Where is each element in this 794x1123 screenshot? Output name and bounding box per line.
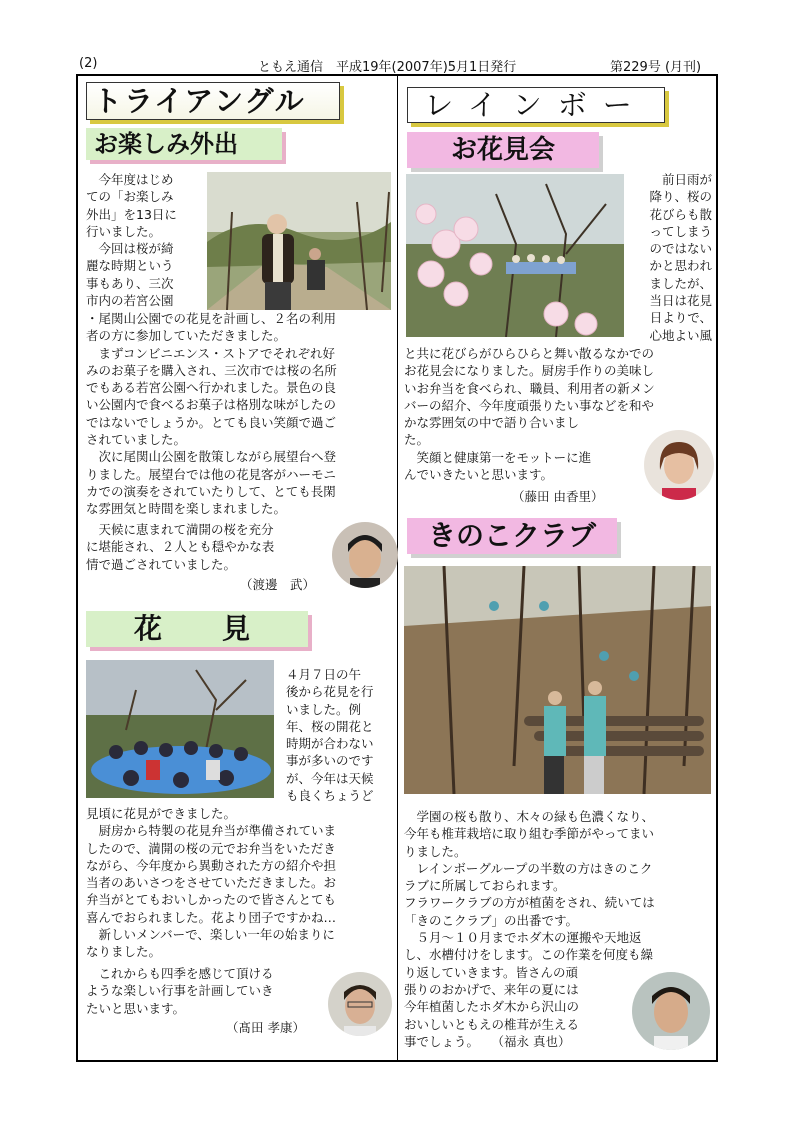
triangle-heading: トライアングル [86,82,340,120]
text-line: 外出」を13日に [86,206,177,222]
portrait-watanabe [332,522,398,588]
text-line: 張りのおかげで、来年の夏には [404,981,579,997]
hanami-photo [86,660,274,798]
text-line: みのお菓子を購入され、三次市では桜の名所 [86,362,337,378]
text-line: かな雰囲気の中で語り合いまし [404,415,580,431]
portrait-takada [328,972,392,1036]
text-line: レインボーグループの半数の方はきのこク [404,860,653,876]
text-line: たいと思います。 [86,1000,186,1016]
ohanami-title: お花見会 [407,132,599,168]
text-line: り返していきます。皆さんの頑 [404,964,579,980]
text-line: ような楽しい行事を計画していき [86,983,274,999]
issue-number: 第229号 (月刊) [610,60,702,75]
text-line: 事もあり、三次 [86,275,174,291]
text-line: フラワークラブの方が植菌をされ、続いては [404,895,655,911]
text-line: んでいきたいと思います。 [404,467,554,483]
text-line: のではない [649,241,712,257]
text-line: た。 [404,432,430,448]
hanami-body [86,805,336,961]
publication-info: ともえ通信 平成19年(2007年)5月1日発行 [258,60,517,75]
text-line: が、今年は天候 [286,770,374,786]
text-line: 今年度はじめ [86,172,174,187]
text-line: し、水槽付けをします。この作業を何度も繰 [404,947,654,963]
text-line: ましたが、 [649,275,712,291]
kinoko-title: きのこクラブ [407,518,617,554]
text-line: 今年植菌したホダ木から沢山の [404,999,580,1015]
text-line: ての「お楽しみ [86,189,174,205]
text-line: ってしまう [649,223,712,239]
text-line: 情で過ごされていました。 [86,556,237,572]
hanami-author: （髙田 孝康） [226,1020,305,1035]
outing-photo [207,172,391,310]
text-line: 市内の若宮公園 [86,293,174,309]
text-line: ５月～１０月までホダ木の運搬や天地返 [404,930,642,946]
text-line: したので、満開の桜の元でお弁当をいただき [86,840,336,856]
text-line: 「きのこクラブ」の出番です。 [404,912,579,928]
hanami-ending [86,965,274,1017]
text-line: お花見会になりました。厨房手作りの美味し [404,363,655,379]
text-line: ４月７日の午 [286,667,362,682]
text-line: ラブに所属しておられます。 [404,878,566,894]
hanami-title: 花見 [86,611,308,647]
text-line: 麗な時期という [86,258,174,274]
text-line: カでの演奏をされていたりして、とても長閑 [86,483,336,499]
text-line: りました。展望台では他の花見客がハーモニ [86,466,337,482]
text-line: まずコンビニエンス・ストアでそれぞれ好 [86,345,336,361]
text-line: 次に尾関山公園を散策しながら展望台へ登 [86,449,337,465]
kinoko-body [404,808,655,1050]
text-line: 降り、桜の [649,189,712,205]
text-line: 学園の桜も散り、木々の緑も色濃くなり、 [404,809,655,824]
text-line: 今回は桜が綺 [86,241,174,257]
text-line: 者の方に参加していただきました。 [86,328,287,344]
text-line: これからも四季を感じて頂ける [86,966,274,981]
outing-ending [86,521,274,573]
ohanami-photo [406,174,624,337]
text-line: 新しいメンバーで、楽しい一年の始まりに [86,927,335,943]
rainbow-heading: レインボー [407,87,665,123]
ohanami-body [404,345,655,483]
ohanami-side [630,171,712,344]
kinoko-photo [404,566,711,794]
text-line: ・尾関山公園での花見を計画し、２名の利用 [86,311,337,326]
text-line: 事でしょう。 （福永 真也） [404,1033,571,1049]
text-line: 年、桜の開花と [286,718,374,734]
text-line: 行いました。 [86,223,162,239]
text-line: 喜んでおられました。花より団子ですかね… [86,909,337,925]
text-line: に堪能され、２人とも穏やかな表 [86,539,275,555]
text-line: 事が多いのです [286,753,374,769]
text-line: されていました。 [86,432,187,448]
text-line: な雰囲気と時間を楽しまれました。 [86,501,287,517]
text-line: いました。例 [286,701,362,717]
hanami-intro [286,666,374,804]
ohanami-author: （藤田 由香里） [512,489,604,504]
text-line: 当者のあいさつをさせていただきました。お [86,875,337,891]
text-line: 時期が合わない [286,736,374,752]
text-line: なりました。 [86,944,162,960]
text-line: 花びらも散 [649,206,712,222]
text-line: ながら、今年度から異動された方の紹介や担 [86,857,337,873]
text-line: 厨房から特製の花見弁当が準備されていま [86,823,337,839]
text-line: と共に花びらがひらひらと舞い散るなかでの [404,346,655,361]
text-line: 当日は花見 [649,293,712,309]
text-line: 今年も椎茸栽培に取り組む季節がやってまい [404,826,655,842]
text-line: 前日雨が [661,172,712,187]
text-line: 日よりで、 [649,310,712,326]
text-line: い公園内で食べるお菓子は格別な味がしたの [86,397,337,413]
outing-intro [86,171,177,309]
outing-title: お楽しみ外出 [86,128,282,160]
text-line: 笑顔と健康第一をモットーに進 [404,449,592,465]
text-line: 見頃に花見ができました。 [86,806,237,821]
text-line: 心地よい風 [649,327,712,343]
page-number: (2) [79,56,98,71]
text-line: も良くちょうど [286,788,374,804]
text-line: 後から花見を行 [286,684,374,700]
outing-body [86,310,337,518]
text-line: いお弁当を食べられ、職員、利用者の新メン [404,380,655,396]
text-line: ではないでしょうか。とても良い笑顔で過ご [86,414,337,430]
text-line: おいしいともえの椎茸が生える [404,1016,580,1032]
outing-author: （渡邊 武） [240,577,316,592]
text-line: 弁当がとてもおいしかったので皆さんとても [86,892,337,908]
text-line: でもある若宮公園へ行かれました。景色の良 [86,380,337,396]
text-line: りました。 [404,843,467,859]
column-divider [397,76,398,1060]
text-line: バーの紹介、今年度頑張りたい事などを和や [404,397,655,413]
text-line: 天候に恵まれて満開の桜を充分 [86,522,274,537]
text-line: かと思われ [649,258,712,274]
